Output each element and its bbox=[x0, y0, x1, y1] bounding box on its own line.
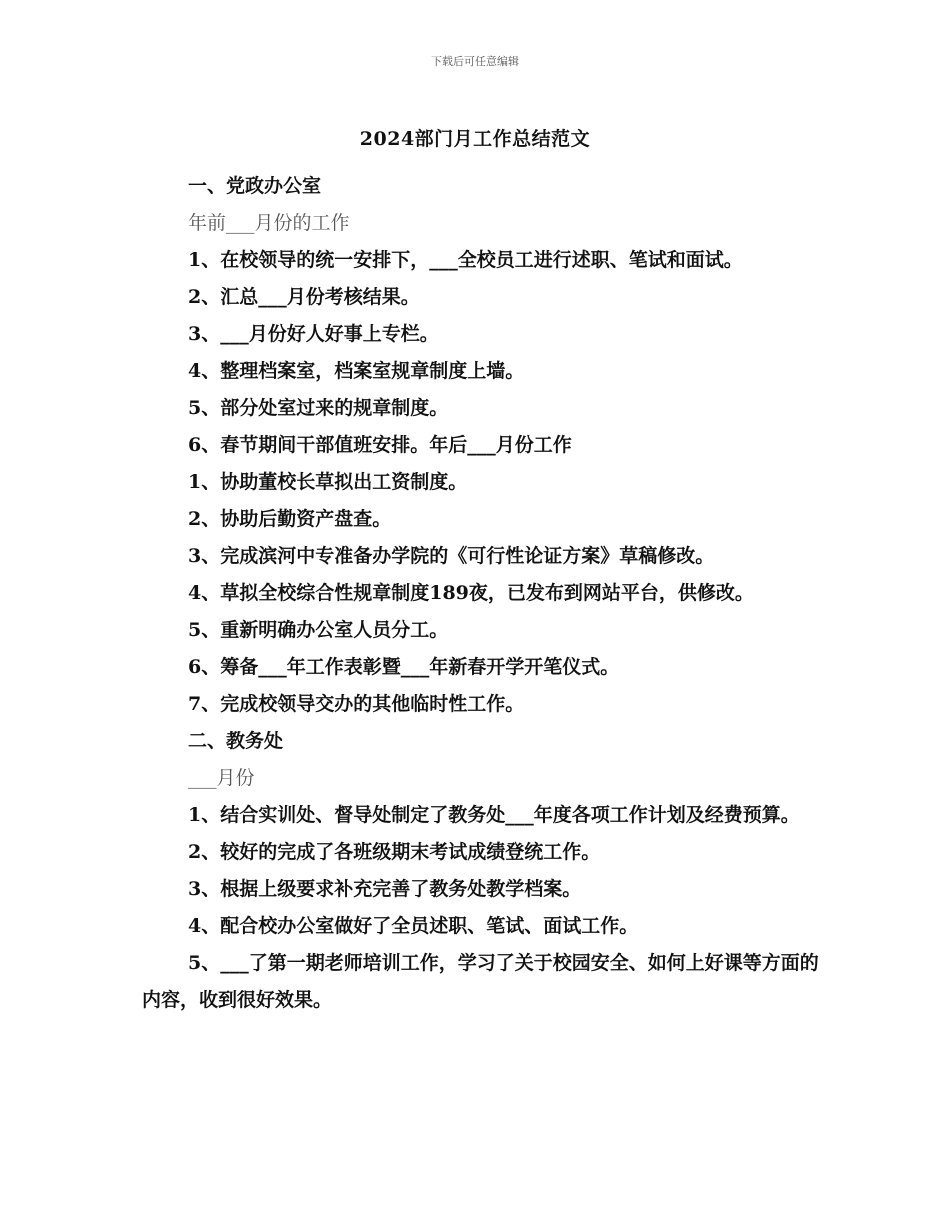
list-item: 4、配合校办公室做好了全员述职、笔试、面试工作。 bbox=[188, 915, 639, 937]
list-item: 2、汇总___月份考核结果。 bbox=[188, 286, 420, 308]
list-item: 3、___月份好人好事上专栏。 bbox=[188, 323, 439, 345]
paragraph: 5、___了第一期老师培训工作，学习了关于校园安全、如何上好课等方面的内容，收到很好效果。 bbox=[142, 952, 819, 1011]
section-subheading: 年前___月份的工作 bbox=[188, 212, 350, 234]
list-item: 3、完成滨河中专准备办学院的《可行性论证方案》草稿修改。 bbox=[188, 545, 715, 567]
paragraph: 1、结合实训处、督导处制定了教务处___年度各项工作计划及经费预算。 bbox=[188, 804, 800, 826]
page-header: 下载后可任意编辑 bbox=[431, 55, 519, 68]
list-item: 2、协助后勤资产盘查。 bbox=[188, 508, 392, 530]
document-title: 2024部门月工作总结范文 bbox=[359, 128, 591, 150]
section-heading: 一、党政办公室 bbox=[188, 175, 322, 197]
list-item: 2、较好的完成了各班级期末考试成绩登统工作。 bbox=[188, 841, 601, 863]
list-item: 3、根据上级要求补充完善了教务处教学档案。 bbox=[188, 878, 582, 900]
list-item: 6、筹备___年工作表彰暨___年新春开学开笔仪式。 bbox=[188, 656, 620, 678]
list-item: 5、部分处室过来的规章制度。 bbox=[188, 397, 449, 419]
list-item: 7、完成校领导交办的其他临时性工作。 bbox=[188, 693, 525, 715]
list-item: 4、整理档案室，档案室规章制度上墙。 bbox=[188, 360, 525, 382]
list-item: 1、在校领导的统一安排下，___全校员工进行述职、笔试和面试。 bbox=[188, 249, 743, 271]
list-item: 5、重新明确办公室人员分工。 bbox=[188, 619, 449, 641]
section-subheading: ___月份 bbox=[188, 767, 255, 789]
list-item: 6、春节期间干部值班安排。年后___月份工作 bbox=[188, 434, 572, 456]
document-body bbox=[142, 168, 824, 1019]
list-item: 4、草拟全校综合性规章制度189夜，已发布到网站平台，供修改。 bbox=[188, 582, 754, 604]
section-heading: 二、教务处 bbox=[188, 730, 284, 752]
list-item: 1、协助董校长草拟出工资制度。 bbox=[188, 471, 468, 493]
